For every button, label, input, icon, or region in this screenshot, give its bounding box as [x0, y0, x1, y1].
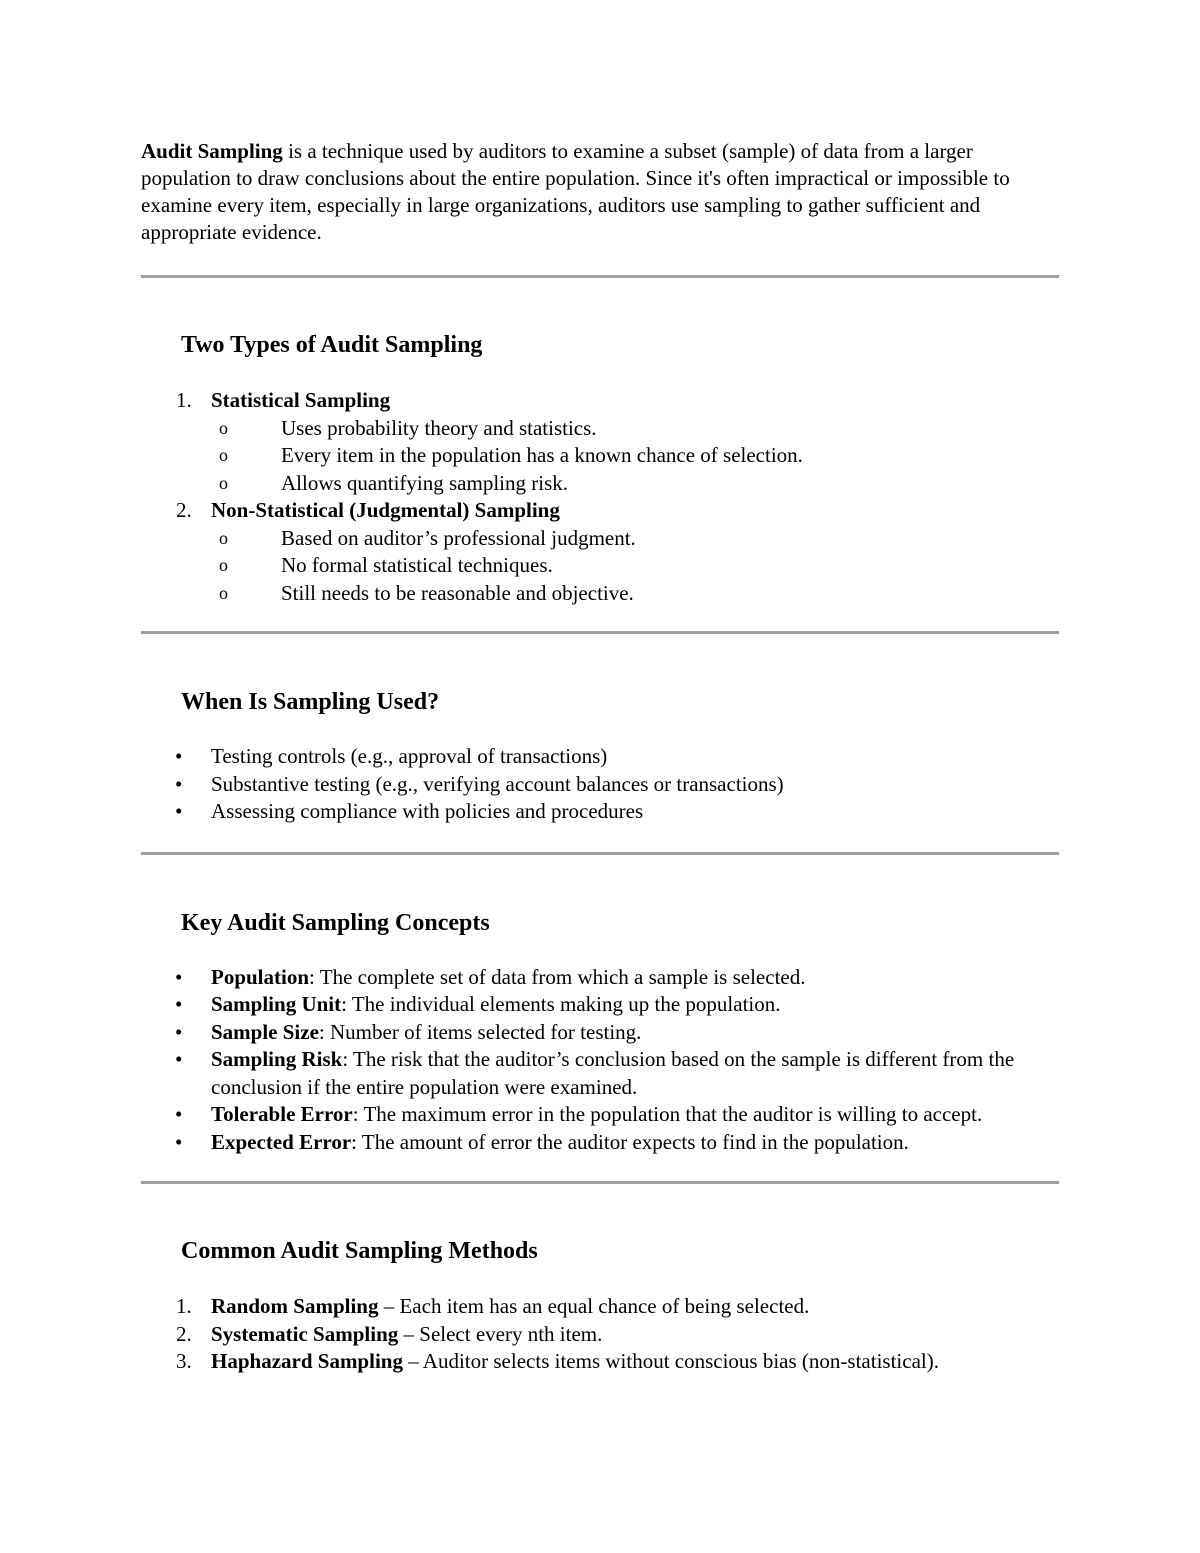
bullet-icon: •: [175, 1019, 183, 1044]
method-text: – Select every nth item.: [398, 1321, 603, 1346]
sub-item: [181, 525, 1059, 553]
section-title: Two Types of Audit Sampling: [181, 332, 483, 358]
sub-item-text: Still needs to be reasonable and objective.: [281, 580, 634, 605]
list-item: [175, 1101, 1021, 1129]
list-item: [176, 387, 1059, 497]
horizontal-rule: [141, 275, 1059, 278]
list-number: 1.: [176, 388, 192, 412]
when-list: [175, 743, 1059, 826]
concept-text: : The maximum error in the population that the auditor is willing to accept.: [352, 1102, 983, 1126]
sub-item: [181, 470, 1059, 498]
horizontal-rule: [141, 1181, 1059, 1184]
method-term: Random Sampling: [211, 1294, 379, 1318]
intro-term: Audit Sampling: [141, 139, 283, 163]
list-number: 2.: [176, 498, 192, 522]
concept-term: Sampling Risk: [211, 1047, 343, 1071]
list-item: [175, 798, 1059, 826]
section-title: Common Audit Sampling Methods: [181, 1238, 538, 1264]
concept-term: Expected Error: [211, 1129, 352, 1154]
method-text: – Auditor selects items without conscious bias (non-statistical).: [402, 1349, 939, 1373]
bullet-icon: •: [175, 799, 183, 823]
list-item: [175, 991, 1021, 1019]
list-item: [176, 1321, 1059, 1349]
horizontal-rule: [141, 631, 1059, 634]
concept-term: Tolerable Error: [211, 1102, 353, 1126]
sub-item: [181, 580, 1059, 608]
circle-bullet-icon: o: [219, 555, 228, 575]
circle-bullet-icon: o: [219, 582, 228, 603]
circle-bullet-icon: o: [219, 445, 228, 465]
list-item: [175, 1046, 1021, 1101]
sub-list: [211, 415, 1059, 498]
list-item: [175, 964, 1021, 992]
section-types: [141, 330, 1059, 607]
section-methods: [141, 1236, 1059, 1376]
sub-item-text: Uses probability theory and statistics.: [281, 415, 597, 440]
bullet-icon: •: [175, 1129, 183, 1154]
list-number: 3.: [176, 1349, 192, 1373]
bullet-icon: •: [175, 744, 183, 768]
horizontal-rule: [141, 852, 1059, 855]
bullet-icon: •: [175, 992, 183, 1016]
list-item: [176, 1293, 1059, 1321]
circle-bullet-icon: o: [219, 417, 228, 438]
methods-list: [176, 1293, 1059, 1376]
bullet-icon: •: [175, 771, 183, 796]
concept-term: Sampling Unit: [211, 992, 342, 1016]
bullet-icon: •: [175, 1047, 183, 1071]
concept-text: : The amount of error the auditor expects to find in the population.: [351, 1129, 909, 1154]
concept-term: Sample Size: [211, 1019, 319, 1044]
sub-item: [181, 442, 1059, 470]
circle-bullet-icon: o: [219, 527, 228, 548]
list-item: [175, 1129, 1021, 1157]
bullet-icon: •: [175, 964, 183, 989]
item-label: Non-Statistical (Judgmental) Sampling: [211, 498, 560, 522]
list-number: 2.: [176, 1321, 192, 1346]
sub-item: [181, 415, 1059, 443]
circle-bullet-icon: o: [219, 472, 228, 493]
intro-text: is a technique used by auditors to examine a subset (sample) of data from a larger population to draw conclusions about the entire population. Since it's often impractical or impossible to examine every item, especially in large organizations, auditors use sampling to gather sufficient and appropriate evidence.: [141, 139, 1010, 244]
intro-paragraph: [141, 138, 1059, 246]
concept-text: : The individual elements making up the population.: [341, 992, 781, 1016]
list-item: [175, 771, 1059, 799]
section-title: When Is Sampling Used?: [181, 689, 440, 715]
concept-text: : The risk that the auditor’s conclusion based on the sample is different from the conclusion if the entire population were examined.: [211, 1047, 1015, 1099]
section-concepts: [141, 908, 1059, 1157]
sub-list: [211, 525, 1059, 608]
item-label: Statistical Sampling: [211, 388, 391, 412]
sub-item-text: Based on auditor’s professional judgment.: [281, 525, 636, 550]
types-list: [176, 387, 1059, 607]
list-item: [175, 1019, 1021, 1047]
sub-item-text: No formal statistical techniques.: [281, 553, 553, 577]
sub-item-text: Every item in the population has a known chance of selection.: [281, 443, 803, 467]
bullet-icon: •: [175, 1102, 183, 1126]
item-text: Assessing compliance with policies and procedures: [211, 799, 644, 823]
list-item: [176, 1348, 1059, 1376]
method-term: Haphazard Sampling: [211, 1349, 403, 1373]
list-number: 1.: [176, 1294, 192, 1318]
concept-text: : Number of items selected for testing.: [318, 1019, 642, 1044]
item-text: Substantive testing (e.g., verifying account balances or transactions): [211, 771, 784, 796]
list-item: [176, 497, 1059, 607]
method-text: – Each item has an equal chance of being selected.: [378, 1294, 810, 1318]
method-term: Systematic Sampling: [211, 1321, 399, 1346]
concepts-list: [175, 964, 1021, 1157]
section-when: [141, 687, 1059, 826]
sub-item-text: Allows quantifying sampling risk.: [281, 470, 568, 495]
section-title: Key Audit Sampling Concepts: [181, 909, 490, 936]
concept-term: Population: [211, 964, 310, 989]
list-item: [175, 743, 1059, 771]
concept-text: : The complete set of data from which a sample is selected.: [309, 964, 806, 989]
document-page: [141, 138, 1059, 1376]
item-text: Testing controls (e.g., approval of transactions): [211, 744, 608, 768]
sub-item: [181, 552, 1059, 580]
